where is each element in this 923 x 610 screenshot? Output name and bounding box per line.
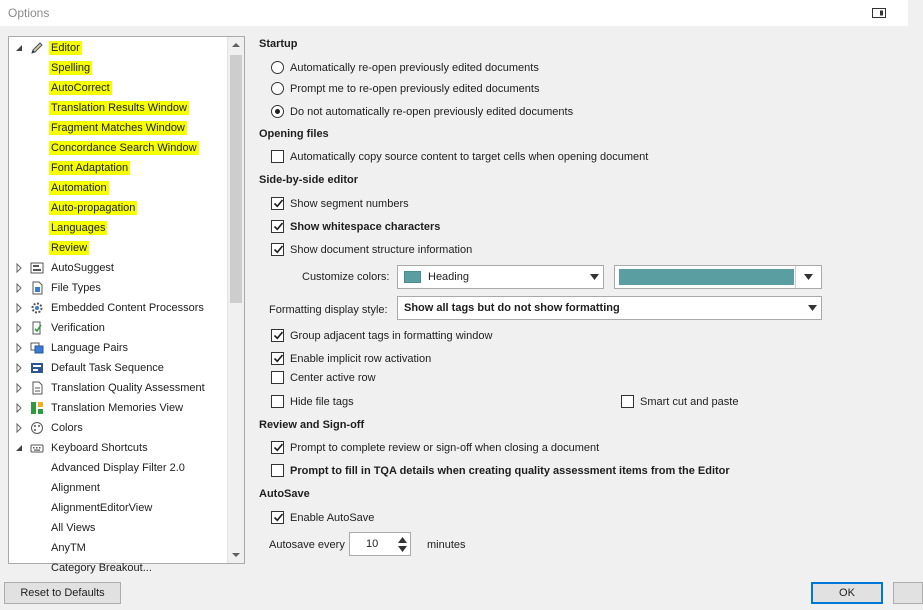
tree-collapse-icon[interactable]: [15, 44, 23, 52]
chevron-down-icon: [590, 274, 599, 280]
tree-item[interactable]: [9, 539, 229, 557]
checkbox-label: Show document structure information: [290, 244, 473, 256]
autosave-unit-label: minutes: [427, 539, 466, 551]
tree-item[interactable]: [9, 479, 229, 497]
tree-expand-icon[interactable]: [15, 404, 23, 412]
radio-button[interactable]: [271, 82, 284, 95]
tree-item-label: Automation: [51, 182, 107, 194]
tree-item[interactable]: [9, 219, 229, 237]
tree-item[interactable]: [9, 99, 229, 117]
checkmark-icon: [273, 244, 284, 255]
autosuggest-icon: [30, 261, 44, 275]
tree-collapse-icon[interactable]: [15, 444, 23, 452]
reset-to-defaults-button[interactable]: Reset to Defaults: [4, 582, 121, 604]
ok-button[interactable]: OK: [811, 582, 883, 604]
side-by-side-heading: Side-by-side editor: [259, 174, 359, 186]
checkbox-label: Center active row: [290, 372, 376, 384]
tree-item[interactable]: [9, 399, 229, 417]
review-heading: Review and Sign-off: [259, 419, 365, 431]
checkbox-label: Hide file tags: [290, 396, 354, 408]
checkbox[interactable]: [271, 197, 284, 210]
checkbox[interactable]: [271, 220, 284, 233]
tree-item[interactable]: [9, 199, 229, 217]
tree-item-label: AutoCorrect: [51, 82, 110, 94]
task-sequence-icon: [30, 361, 44, 375]
tree-expand-icon[interactable]: [15, 264, 23, 272]
checkbox[interactable]: [271, 371, 284, 384]
tree-item-label: Embedded Content Processors: [51, 302, 204, 314]
checkbox-label: Enable AutoSave: [290, 512, 375, 524]
language-pairs-icon: [30, 341, 44, 355]
checkbox-label: Automatically copy source content to target cells when opening document: [290, 151, 649, 163]
tree-item[interactable]: [9, 79, 229, 97]
tree-item[interactable]: [9, 179, 229, 197]
checkbox-label: Smart cut and paste: [640, 396, 739, 408]
tree-item[interactable]: [9, 159, 229, 177]
tree-item[interactable]: [9, 139, 229, 157]
tree-item[interactable]: [9, 239, 229, 257]
formatting-style-dropdown[interactable]: Show all tags but do not show formatting: [397, 296, 822, 320]
radio-button[interactable]: [271, 61, 284, 74]
color-target-dropdown[interactable]: Heading: [397, 265, 604, 289]
tree-item-label: Category Breakout...: [51, 562, 152, 574]
checkbox-label: Enable implicit row activation: [290, 353, 432, 365]
tree-expand-icon[interactable]: [15, 284, 23, 292]
tree-item[interactable]: [9, 299, 229, 317]
tree-item-label: Default Task Sequence: [51, 362, 164, 374]
tree-expand-icon[interactable]: [15, 424, 23, 432]
restore-window-icon[interactable]: [872, 8, 886, 18]
color-picker-dropdown[interactable]: [614, 265, 822, 289]
scroll-up-arrow-icon[interactable]: [228, 37, 244, 53]
radio-dot: [275, 109, 280, 114]
palette-icon: [30, 421, 44, 435]
checkmark-icon: [273, 198, 284, 209]
tree-item[interactable]: [9, 279, 229, 297]
checkmark-icon: [273, 442, 284, 453]
scroll-thumb[interactable]: [230, 55, 242, 303]
tree-item-label: Concordance Search Window: [51, 142, 197, 154]
checkbox-label: Show segment numbers: [290, 198, 409, 210]
tree-item-label: Review: [51, 242, 88, 254]
tree-item-label: AutoSuggest: [51, 262, 114, 274]
tree-item-label: All Views: [51, 522, 96, 534]
tree-expand-icon[interactable]: [15, 324, 23, 332]
tree-item-label: Alignment: [51, 482, 100, 494]
color-picker-button[interactable]: [795, 266, 821, 288]
checkbox[interactable]: [271, 150, 284, 163]
autosave-heading: AutoSave: [259, 488, 310, 500]
startup-heading: Startup: [259, 38, 298, 50]
checkbox[interactable]: [621, 395, 634, 408]
tree-item[interactable]: [9, 319, 229, 337]
keyboard-icon: [30, 441, 44, 455]
checkmark-icon: [273, 353, 284, 364]
tree-expand-icon[interactable]: [15, 344, 23, 352]
checkbox[interactable]: [271, 352, 284, 365]
spin-up-icon[interactable]: [398, 537, 407, 543]
checkbox-label: Show whitespace characters: [290, 221, 441, 233]
opening-files-heading: Opening files: [259, 128, 329, 140]
tree-expand-icon[interactable]: [15, 384, 23, 392]
tree-item-label: Languages: [51, 222, 106, 234]
tm-view-icon: [30, 401, 44, 415]
tree-expand-icon[interactable]: [15, 304, 23, 312]
tree-item-label: Spelling: [51, 62, 91, 74]
tree-item[interactable]: [9, 359, 229, 377]
options-tree[interactable]: [8, 36, 245, 574]
verification-icon: [30, 321, 44, 335]
autosave-every-label: Autosave every: [269, 539, 345, 551]
tree-item-label: Verification: [51, 322, 105, 334]
color-value-bar: [619, 269, 794, 285]
radio-button[interactable]: [271, 105, 284, 118]
tree-item[interactable]: [9, 519, 229, 537]
checkbox-label: Prompt to fill in TQA details when creating quality assessment items from the Editor: [290, 465, 730, 477]
tree-item-label: AlignmentEditorView: [51, 502, 153, 514]
options-panel: Startup Automatically re-open previously edited documents Prompt me to re-open previously edited documents Do not automatically re-open previously edited documents Opening files Automatically copy source content to target cells when opening document Side-by-side editor Show segment numbers Show whitespace characters Show document structure information Customize colors: Heading Formatting display style: Show all tags but do not show formatting Group adjacent tags in formatting window Enable implicit row activation Center active row Hide file tags Smart cut and paste Review and Sign-off Prompt to complete review or sign-off when closing a document Prompt to fill in TQA details when creating quality assessment items from the Editor AutoSave Enable AutoSave Autosave every 10 minutes: [245, 30, 908, 570]
spin-down-icon[interactable]: [398, 546, 407, 552]
tree-item-label: Auto-propagation: [51, 202, 136, 214]
checkmark-icon: [273, 221, 284, 232]
title-bar: [0, 0, 908, 26]
pencil-icon: [30, 41, 44, 55]
tree-item-label: File Types: [51, 282, 101, 294]
tree-item-label: Translation Results Window: [51, 102, 187, 114]
tree-item[interactable]: [9, 379, 229, 397]
formatting-style-label: Formatting display style:: [269, 304, 388, 316]
tree-item-label: Keyboard Shortcuts: [51, 442, 148, 454]
tree-item-label: Editor: [51, 42, 80, 54]
tree-item[interactable]: [9, 439, 229, 457]
tree-item-label: Fragment Matches Window: [51, 122, 185, 134]
tree-item[interactable]: [9, 419, 229, 437]
document-icon: [30, 381, 44, 395]
checkbox[interactable]: [271, 464, 284, 477]
window-title: Options: [8, 6, 50, 20]
checkbox[interactable]: [271, 243, 284, 256]
checkbox-label: Group adjacent tags in formatting window: [290, 330, 493, 342]
tree-item-label: Font Adaptation: [51, 162, 129, 174]
tree-item-label: Advanced Display Filter 2.0: [51, 462, 185, 474]
autosave-interval-spinner[interactable]: 10: [349, 532, 411, 556]
tree-item[interactable]: [9, 559, 229, 577]
checkmark-icon: [273, 330, 284, 341]
tree-item[interactable]: [9, 59, 229, 77]
cancel-button-partial[interactable]: [893, 582, 923, 604]
tree-item-label: AnyTM: [51, 542, 86, 554]
checkbox-label: Prompt to complete review or sign-off when closing a document: [290, 442, 600, 454]
tree-item[interactable]: [9, 499, 229, 517]
tree-expand-icon[interactable]: [15, 364, 23, 372]
checkbox[interactable]: [271, 329, 284, 342]
chevron-down-icon: [808, 305, 817, 311]
customize-colors-label: Customize colors:: [302, 271, 390, 283]
checkbox[interactable]: [271, 441, 284, 454]
chevron-down-icon: [804, 274, 813, 280]
scroll-down-arrow-icon[interactable]: [228, 547, 244, 563]
tree-item-label: Translation Quality Assessment: [51, 382, 205, 394]
tree-item-label: Translation Memories View: [51, 402, 184, 414]
tree-item[interactable]: [9, 259, 229, 277]
file-types-icon: [30, 281, 44, 295]
color-swatch: [404, 271, 421, 283]
tree-item[interactable]: [9, 39, 229, 57]
gear-icon: [30, 301, 44, 315]
checkbox[interactable]: [271, 511, 284, 524]
tree-item-label: Language Pairs: [51, 342, 129, 354]
tree-item[interactable]: [9, 459, 229, 477]
tree-item[interactable]: [9, 339, 229, 357]
checkmark-icon: [273, 512, 284, 523]
tree-item-label: Colors: [51, 422, 83, 434]
tree-scrollbar[interactable]: [227, 37, 244, 563]
tree-item[interactable]: [9, 119, 229, 137]
checkbox[interactable]: [271, 395, 284, 408]
